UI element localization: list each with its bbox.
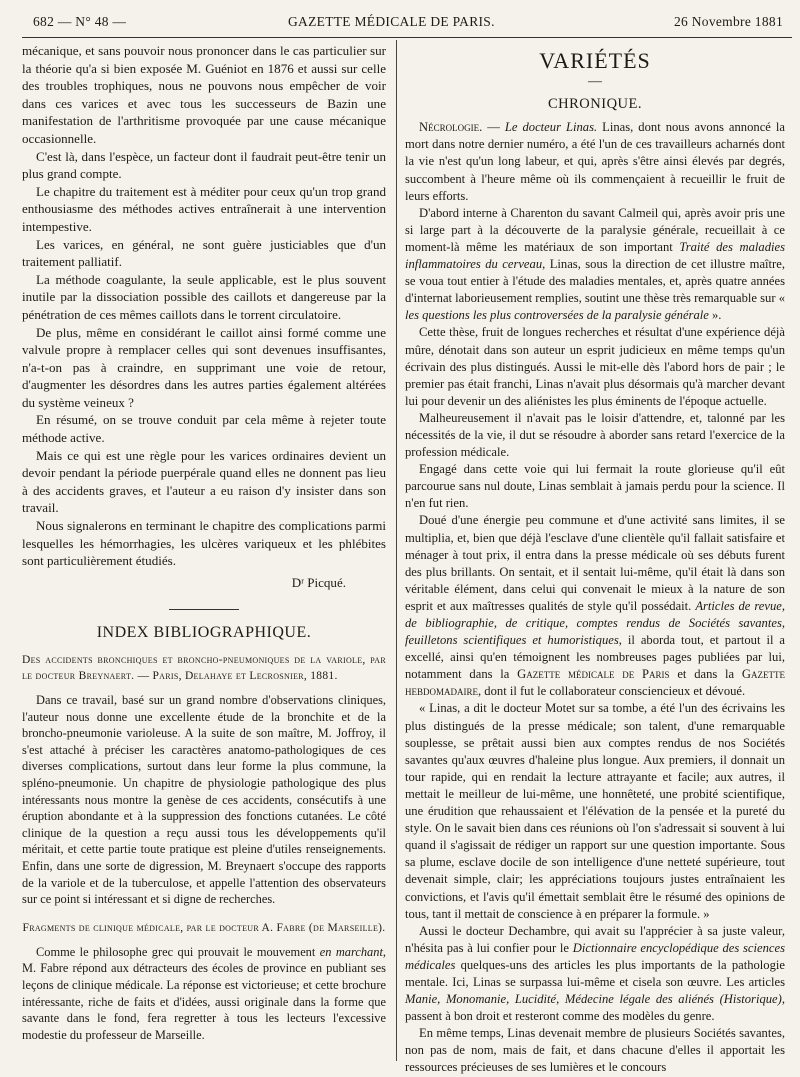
text-run: , il aborda tout, et partout il a excellé, ainsi qu'en témoignent les nombreuses pages publiées par lui, notamment dans la [405, 633, 785, 682]
paragraph: Les varices, en général, ne sont guère justiciables que d'un traitement palliatif. [22, 236, 386, 270]
text-run: Comme le philosophe grec qui prouvait le mouvement [36, 944, 320, 959]
emphasis: Traité des maladies inflammatoires du cerveau [405, 239, 785, 272]
bibliography-entry [22, 652, 386, 684]
paragraph [405, 512, 785, 700]
entry-body [22, 944, 386, 1044]
text-run: , M. Fabre répond aux détracteurs des écoles de province en publiant ses leçons de clinique médicale. La réponse est victorieuse; et cette brochure intéressante, riche de faits et d'idées, aussi originale dans la forme que savante dans le fond, fera regretter à tous les lecteurs l'excessive modestie du professeur de Marseille. [22, 944, 386, 1042]
journal-name: Gazette hebdomadaire [405, 667, 786, 699]
paragraph: Engagé dans cette voie qui lui fermait la route glorieuse qu'il eût parcourue sans nul doute, Linas semblait à jamais perdu pour la science. Il n'en fut rien. [405, 462, 785, 511]
text-run: D'abord interne à Charenton du savant Calmeil qui, après avoir pris une si large part à la découverte de la paralysie générale, recueillait à ce moment-là même les matériaux de son important [405, 205, 785, 254]
paragraph: En résumé, on se trouve conduit par cela même à rejeter toute méthode active. [22, 412, 386, 446]
paragraph [405, 119, 785, 204]
text-run: — [482, 120, 505, 135]
paragraph: En même temps, Linas devenait membre de plusieurs Sociétés savantes, non pas de nom, mais de fait, et dans chacune d'elles il apportait les ressources précieuses de ses lumières et le concours [405, 1026, 785, 1075]
paragraph: Malheureusement il n'avait pas le loisir d'attendre, et, talonné par les nécessités de la vie, il dut se résoudre à aborder sans retard l'exercice de la profession médicale. [405, 410, 785, 460]
text-run: , passent à bon droit et resteront comme des modèles du genre. [405, 992, 785, 1024]
column-divider [396, 40, 397, 1061]
text-run: ». [708, 308, 722, 323]
index-title: INDEX BIBLIOGRAPHIQUE. [96, 624, 312, 642]
emphasis: les questions les plus controversées de la paralysie générale [405, 308, 709, 323]
journal-name: Gazette médicale de Paris [517, 667, 670, 682]
emphasis: Manie, Monomanie, Lucidité, Médecine légale des aliénés (Historique) [405, 992, 782, 1007]
page-number: 682 — N° 48 — [33, 14, 127, 29]
paragraph [405, 205, 785, 325]
text-run: , Linas, sous la direction de cet illustre maître, se voua tout entier à l'étude des maladies mentales, et, après quatre années d'internat laborieusement remplies, soutint une thèse très remarquable sur « [405, 257, 785, 306]
section-rule [169, 609, 239, 610]
entry-heading: Fragments de clinique médicale, par le docteur A. Fabre (de Marseille). [22, 921, 386, 934]
text-run: quelques-uns des articles les plus importants de la pathologie mentale. Ici, Linas se surpassa lui-même et cisela son œuvre. Les articles [405, 957, 785, 989]
emphasis: Dictionnaire encyclopédique des sciences médicales [405, 940, 785, 972]
right-column [405, 42, 785, 1077]
paragraph: « Linas, a dit le docteur Motet sur sa tombe, a été l'un des écrivains les plus distingués de la presse médicale; son talent, d'une remarquable souplesse, se prêtait aussi bien aux comptes rendus de nos Sociétés savantes qu'aux œuvres d'haleine plus longue. Aux premiers, il donnait un tour rapide, qui en rendait la lecture attrayante et facile; aux autres, il mettait le meilleur de lui-même, une honnêteté, une probité scientifique, une érudition que rehaussaient et l'élévation de la pensée et la pureté du style. On le savait bien dans ces réunions où l'on s'adressait si souvent à lui quand il s'agissait de rédiger un rapport sur une question importante. Sous sa plume, esclave docile de son intelligence d'une netteté supérieure, tout devenait simple, clair; les appréciations toujours justes entraînaient les convictions, et l'avis qu'il émettait semblait être le résumé des opinions de tous, tant il mettait de conscience à en préparer la formule. » [405, 701, 785, 921]
issue-date: 26 Novembre 1881 [673, 14, 783, 29]
text-run: et dans la [669, 667, 742, 682]
paragraph: De plus, même en considérant le caillot ainsi formé comme une valvule propre à remplacer celles qui sont devenues insuffisantes, n'a-t-on pas à craindre, en supprimant une voie de retour, d'augmenter les désordres dans les autres parties également altérées du système veineux ? [22, 324, 386, 410]
paragraph: Le chapitre du traitement est à méditer pour ceux qu'un trop grand enthousiasme des méthodes actives entraînerait à une intervention intempestive. [22, 183, 386, 234]
text-run: Aussi le docteur Dechambre, qui avait su l'apprécier à sa juste valeur, n'hésita pas à lui confier pour le [405, 923, 785, 955]
paragraph: mécanique, et sans pouvoir nous prononcer dans le cas particulier sur la théorie qu'a si bien exposée M. Guéniot en 1876 et aussi sur celle des troubles trophiques, nous ne pouvons nous empêcher de voir dans ces varices et avec tous les successeurs de Bazin une manifestation de l'arthritisme provoquée par une cause mécanique occasionnelle. [22, 43, 386, 146]
text-run: Doué d'une énergie peu commune et d'une activité sans limites, il se multiplia, et, bien que déjà l'esclave d'une clientèle qu'il fallait satisfaire et ménager à tout prix, il entra dans la presse médicale où ses débuts furent des plus brillants. On sentait, et il sentait lui-même, qu'il était là dans son véritable élément, dans celui qui convenait le mieux à la nature de son esprit et aux maîtresses qualités de style qu'il possédait. [405, 513, 785, 613]
page-header [33, 14, 783, 34]
text-run: Linas, dont nous avons annoncé la mort dans notre dernier numéro, a été l'un de ces travailleurs acharnés dont la vie n'est qu'un long labeur, et qui, après s'être ainsi élevés par degrés, succombent à l'heure même où ils commençaient à recueillir le fruit de leurs efforts. [405, 120, 785, 203]
text-run: , dont il fut le collaborateur consciencieux et dévoué. [478, 684, 746, 699]
paragraph: La méthode coagulante, la seule applicable, est le plus souvent inutile par la dissociation possible des caillots et dangereuse par la pénétration de ces mêmes caillots dans le torrent circulatoire. [22, 271, 386, 322]
emphasis: en marchant [319, 944, 383, 959]
necrology-name: Le docteur Linas. [504, 120, 598, 135]
section-dash: — [588, 74, 602, 90]
journal-title: GAZETTE MÉDICALE DE PARIS. [288, 14, 495, 29]
paragraph: Mais ce qui est une règle pour les varices ordinaires devient un devoir pendant la période puerpérale quand elles ne donnent pas lieu à des accidents graves, et l'auteur a eu raison d'y insister dans son travail. [22, 447, 386, 516]
left-column [22, 42, 386, 1043]
bibliography-entry [22, 920, 386, 936]
necrology-label: Nécrologie. [419, 120, 483, 135]
header-rule [22, 37, 792, 38]
emphasis: Articles de revue, de bibliographie, de critique, comptes rendus de Sociétés savantes, feuilletons scientifiques et humoristiques [405, 598, 785, 648]
section-title: VARIÉTÉS [539, 48, 651, 73]
paragraph: Nous signalerons en terminant le chapitre des complications parmi lesquelles les hémorrhagies, les ulcères variqueux et les phlébites sont particulièrement étudiés. [22, 518, 386, 569]
entry-body: Dans ce travail, basé sur un grand nombre d'observations cliniques, l'auteur nous donne une excellente étude de la bronchite et de la broncho-pneumonie varioleuse. A la suite de son maître, M. Joffroy, il s'est attaché à préciser les caractères anatomo-pathologiques de ces diverses complications, surtout dans leur forme la plus commune, la spléno-pneumonie. Un chapitre de physiologie pathologique des plus intéressants nous montre la genèse de ces accidents, consécutifs à une éruption abondante et à la suppression des fonctions cutanées. Le côté clinique de la question a reçu aussi tous les développements qu'il méritait, et cette partie toute pratique est pleine d'utiles renseignements. Enfin, dans une sorte de digression, M. Breynaert s'occupe des rapports de la variole et de la tuberculose, et appelle l'attention des observateurs sur ce point si intéressant et si digne de recherches. [22, 693, 386, 907]
paragraph: Cette thèse, fruit de longues recherches et résultat d'une expérience déjà mûre, dénotait dans son auteur un esprit judicieux en même temps qu'un écrivain des plus distingués. Aussi le mit-elle dès l'abord hors de pair ; le premier pas était franchi, Linas n'avait plus désormais qu'à marcher devant lui pour devenir un des aliénistes les plus éminents de l'époque actuelle. [405, 325, 785, 408]
entry-heading: Des accidents bronchiques et broncho-pneumoniques de la variole, par le docteur Breynaert. — Paris, Delahaye et Lecrosnier, 1881. [22, 654, 386, 682]
paragraph: C'est là, dans l'espèce, un facteur dont il faudrait peut-être tenir un plus grand compte. [22, 148, 386, 182]
subsection-title: CHRONIQUE. [547, 96, 642, 113]
paragraph [405, 923, 785, 1026]
author-signature: Dʳ Picqué. [291, 574, 346, 590]
